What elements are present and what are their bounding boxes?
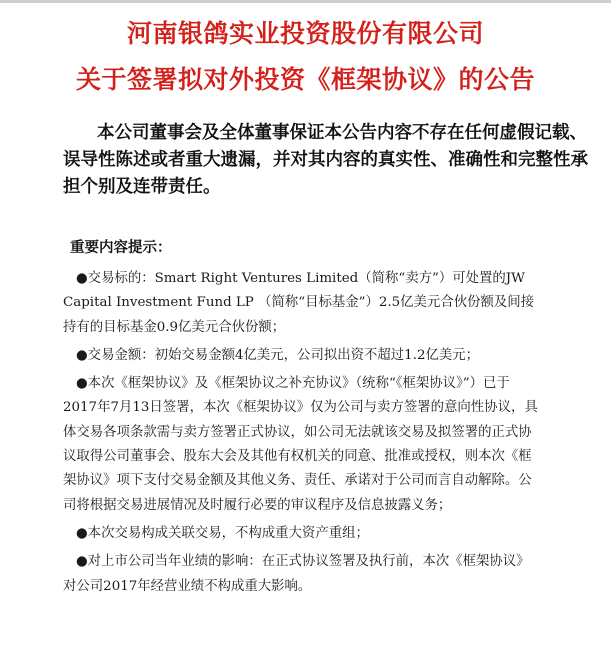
bullet-line: ●交易标的：Smart Right Ventures Limited（简称“卖方”）可处置的JW [76,271,525,286]
declaration-line: 本公司董事会及全体董事保证本公告内容不存在任何虚假记载、 [97,123,587,143]
bullet-line: ●交易金额：初始交易金额4亿美元，公司拟出资不超过1.2亿美元； [76,347,480,363]
bullet-line: ●本次交易构成关联交易，不构成重大资产重组； [76,525,369,541]
bullet-line: 体交易各项条款需与卖方签署正式协议，如公司无法就该交易及拟签署的正式协 [63,424,532,440]
board-declaration [63,120,588,201]
bullet-line: 议取得公司董事会、股东大会及其他有权机关的同意、批准或授权，则本次《框 [63,449,532,465]
bullet-transaction-target [63,267,591,340]
bullet-line: 对公司2017年经营业绩不构成重大影响。 [63,578,312,594]
bullet-transaction-amount [63,344,591,368]
bullet-line: ●对上市公司当年业绩的影响：在正式协议签署及执行前，本次《框架协议》 [76,554,530,570]
bullet-line: 2017年7月13日签署，本次《框架协议》仅为公司与卖方签署的意向性协议，具 [63,400,538,416]
key-points-list [63,267,591,603]
bullet-related-transaction [63,522,591,546]
bullet-line: 持有的目标基金0.9亿美元合伙份额； [63,319,286,335]
declaration-line: 误导性陈述或者重大遗漏，并对其内容的真实性、准确性和完整性承 [63,150,588,170]
bullet-line: 架协议》项下支付交易金额及其他义务、责任、承诺对于公司而言自动解除。公 [63,473,532,489]
declaration-line: 担个别及连带责任。 [63,177,221,197]
bullet-framework-agreement [63,372,591,518]
bullet-line: Capital Investment Fund LP （简称“目标基金”）2.5亿美元合伙份额及间接 [63,295,535,311]
top-divider [0,0,611,3]
bullet-performance-impact [63,550,591,599]
bullet-line: ●本次《框架协议》及《框架协议之补充协议》（统称“《框架协议》”）已于 [76,376,510,392]
bullet-line: 司将根据交易进展情况及时履行必要的审议程序及信息披露义务； [63,497,452,513]
company-name: 河南银鸽实业投资股份有限公司 [126,19,484,48]
key-points-heading: 重要内容提示： [70,240,172,256]
announcement-title: 关于签署拟对外投资《框架协议》的公告 [75,65,535,94]
